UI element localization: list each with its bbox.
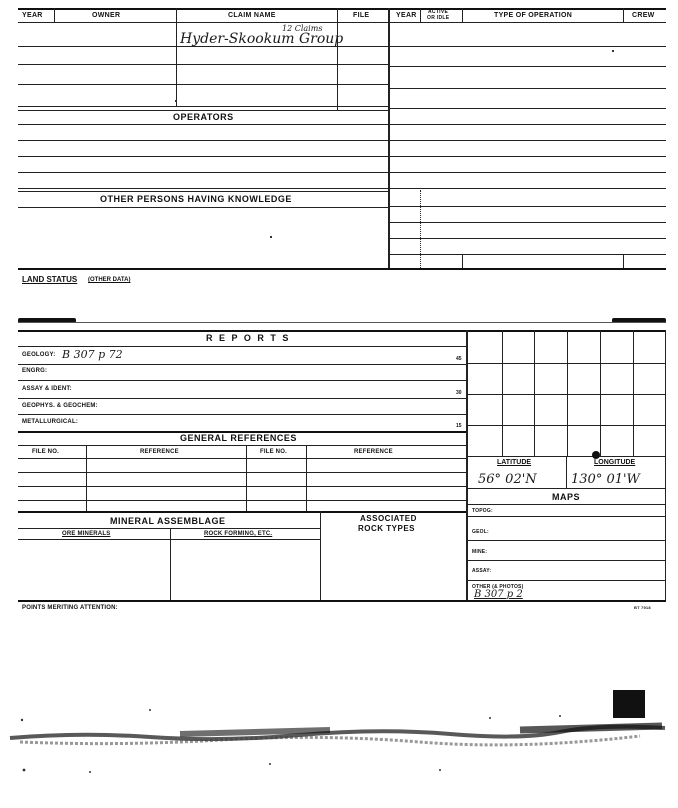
maps-title: MAPS (552, 492, 581, 502)
header-file: FILE (353, 12, 370, 19)
maps-topog: TOPOG: (472, 508, 493, 514)
speck (175, 100, 177, 102)
right-row-line (390, 206, 666, 207)
row-line (18, 528, 320, 529)
right-row-line (390, 172, 666, 173)
land-status-label: LAND STATUS (22, 275, 78, 284)
grid-line (466, 363, 666, 364)
engrg-label: ENGRG: (22, 368, 48, 374)
longitude-label: LONGITUDE (594, 459, 636, 466)
reports-top (18, 330, 666, 332)
right-row-line (390, 88, 666, 89)
right-row-line (390, 46, 666, 47)
number-15: 15 (456, 423, 462, 429)
general-references-title: GENERAL REFERENCES (180, 433, 297, 443)
band-line (18, 322, 666, 323)
col-reference-2: REFERENCE (354, 449, 393, 455)
maps-other-value: B 307 p 2 (474, 589, 523, 600)
number-30: 30 (456, 390, 462, 396)
points-meriting-attention: POINTS MERITING ATTENTION: (22, 605, 118, 611)
header-claim-name: CLAIM NAME (228, 12, 276, 19)
col-line (462, 254, 463, 268)
row-line (18, 106, 388, 107)
maps-other: OTHER (& PHOTOS) (472, 584, 524, 590)
grid-line (466, 580, 666, 581)
rock-forming-label: ROCK FORMING, ETC. (204, 531, 273, 537)
row-line (18, 414, 466, 415)
geology-value: B 307 p 72 (62, 348, 123, 361)
row-line (18, 46, 388, 47)
col-line (320, 511, 321, 600)
top-table-bottom (18, 268, 666, 270)
col-line (306, 445, 307, 511)
header-or-idle: OR IDLE (427, 15, 450, 21)
grid-line (567, 330, 568, 456)
col-line (462, 8, 463, 22)
row-line (18, 124, 388, 125)
row-line (18, 84, 388, 85)
row-line (18, 364, 466, 365)
row-line (18, 64, 388, 65)
col-line (86, 445, 87, 511)
grid-line (502, 330, 503, 456)
right-row-line (390, 124, 666, 125)
col-line (623, 8, 624, 22)
form-number: BT 7918 (634, 605, 651, 610)
number-45: 45 (456, 356, 462, 362)
grid-line (466, 425, 666, 426)
row-line (18, 207, 388, 208)
other-persons-label: OTHER PERSONS HAVING KNOWLEDGE (100, 194, 292, 204)
top-border (18, 8, 666, 10)
right-row-line (390, 66, 666, 67)
grid-line (466, 504, 666, 505)
row-line (18, 380, 466, 381)
col-line (337, 8, 338, 110)
assay-label: ASSAY & IDENT: (22, 386, 72, 392)
col-file-no-2: FILE NO. (260, 449, 287, 455)
ore-minerals-label: ORE MINERALS (62, 531, 111, 537)
col-reference-1: REFERENCE (140, 449, 179, 455)
right-row-line (390, 140, 666, 141)
claim-note-handwritten: 12 Claims (282, 24, 323, 33)
right-row-line (390, 254, 666, 255)
metallurgical-label: METALLURGICAL: (22, 419, 79, 425)
grid-line (466, 394, 666, 395)
section-bottom (18, 600, 666, 602)
associated-line-2: ROCK TYPES (358, 524, 416, 533)
col-line (170, 528, 171, 600)
header-year: YEAR (22, 12, 43, 19)
latitude-label: LATITUDE (497, 459, 532, 466)
col-line (246, 445, 247, 511)
row-line (18, 346, 466, 347)
maps-geol: GEOL: (472, 529, 489, 535)
row-line (18, 539, 320, 540)
right-row-line (390, 238, 666, 239)
land-status-sub: (OTHER DATA) (88, 277, 131, 283)
header-type-of-operation: TYPE OF OPERATION (494, 12, 573, 19)
right-row-line (390, 188, 666, 189)
geology-label: GEOLOGY: (22, 352, 56, 358)
grid-line (600, 330, 601, 456)
grid-line (566, 456, 567, 488)
col-line (420, 190, 421, 268)
maps-mine: MINE: (472, 549, 488, 555)
header-bottom-line (18, 22, 666, 23)
row-line (18, 172, 388, 173)
row-line (18, 191, 388, 192)
maps-assay: ASSAY: (472, 568, 492, 574)
section-top (18, 511, 466, 513)
grid-line (466, 560, 666, 561)
row-line (18, 110, 388, 111)
col-divider (388, 8, 390, 270)
row-line (18, 398, 466, 399)
operators-label: OPERATORS (173, 112, 234, 122)
right-row-line (390, 108, 666, 109)
latitude-value: 56° 02'N (478, 472, 537, 487)
right-row-line (390, 222, 666, 223)
header-year-2: YEAR (396, 12, 417, 19)
header-crew: CREW (632, 12, 655, 19)
longitude-value: 130° 01'W (571, 472, 640, 487)
geophys-label: GEOPHYS. & GEOCHEM: (22, 403, 98, 409)
grid-line (633, 330, 634, 456)
header-active: ACTIVE (428, 9, 449, 15)
col-line (420, 8, 421, 22)
row-line (18, 140, 388, 141)
col-line (623, 254, 624, 268)
grid-line (466, 488, 666, 489)
col-file-no-1: FILE NO. (32, 449, 59, 455)
scan-noise-band (0, 680, 678, 790)
right-row-line (390, 156, 666, 157)
row-line (18, 188, 388, 189)
grid-line (466, 516, 666, 517)
associated-line-1: ASSOCIATED (360, 514, 417, 523)
grid-line (466, 540, 666, 541)
claim-name-handwritten: Hyder-Skookum Group (180, 31, 344, 47)
speck (270, 236, 272, 238)
reports-title: R E P O R T S (206, 333, 291, 343)
speck (612, 50, 614, 52)
col-line (176, 8, 177, 106)
row-line (18, 156, 388, 157)
mineral-assemblage-title: MINERAL ASSEMBLAGE (110, 516, 226, 526)
col-line (54, 8, 55, 22)
header-owner: OWNER (92, 12, 121, 19)
punch-hole (592, 451, 600, 459)
grid-line (534, 330, 535, 456)
